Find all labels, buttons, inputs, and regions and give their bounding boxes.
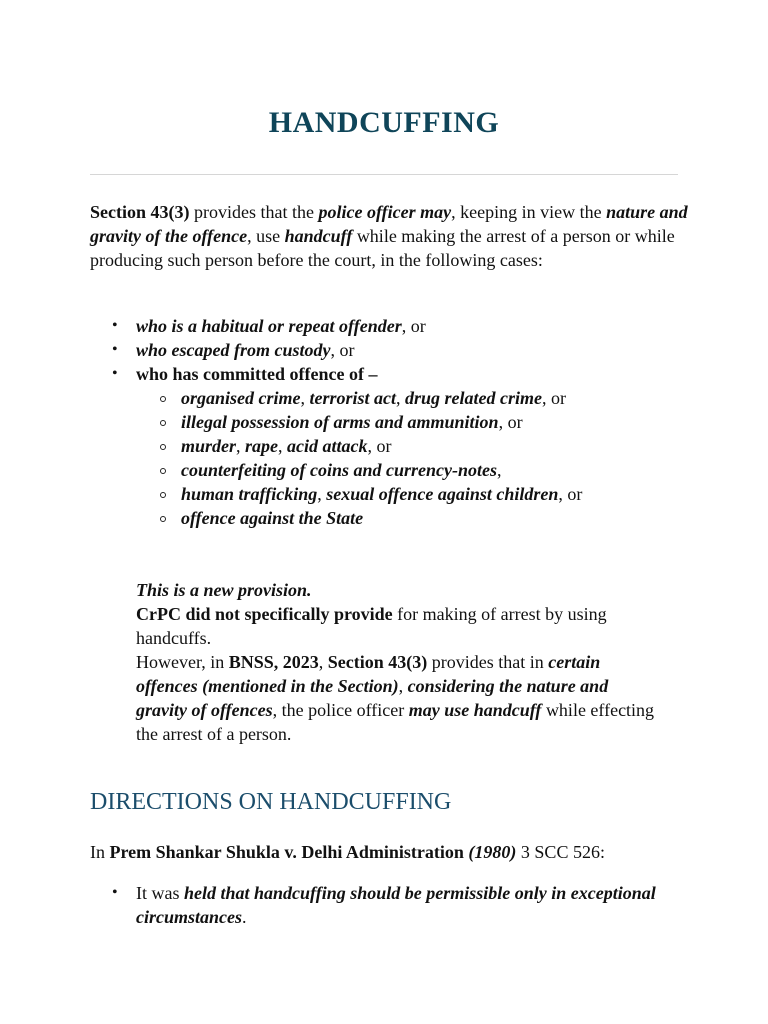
emphasis-handcuff: handcuff — [284, 226, 353, 246]
case-name: Prem Shankar Shukla v. Delhi Administration — [109, 842, 464, 862]
list-item — [90, 881, 710, 929]
offence-text: murder — [181, 436, 237, 456]
separator: , or — [542, 388, 567, 408]
section-ref: Section 43(3) — [90, 202, 190, 222]
divider — [90, 174, 678, 175]
note-text: while effecting the arrest of a person. — [136, 700, 655, 744]
note-text: However, in — [136, 652, 229, 672]
item-text: It was — [136, 883, 184, 903]
bnss-ref: BNSS, 2023 — [228, 652, 319, 672]
emphasis-police-officer: police officer may — [318, 202, 452, 222]
offence-text: acid attack — [287, 436, 368, 456]
offence-text: rape — [245, 436, 279, 456]
section-heading: DIRECTIONS ON HANDCUFFING — [90, 789, 452, 815]
separator: , — [236, 436, 246, 456]
list-item — [90, 314, 710, 338]
citation-text: In — [90, 842, 110, 862]
case-citation — [90, 840, 710, 864]
crpc-text: CrPC did not specifically provide — [136, 604, 393, 624]
note-text: , — [318, 652, 328, 672]
separator: , — [497, 460, 502, 480]
note-text: for making of arrest by using handcuffs. — [136, 604, 607, 648]
list-item — [90, 338, 710, 362]
sub-list-item — [136, 482, 710, 506]
page-title: HANDCUFFING — [268, 106, 500, 139]
sub-list-item — [136, 410, 710, 434]
note-emphasis: certain offences (mentioned in the Section) — [136, 652, 601, 696]
separator: , — [278, 436, 288, 456]
intro-text: , keeping in view the — [451, 202, 607, 222]
separator: , — [300, 388, 310, 408]
case-suffix: , or — [401, 316, 426, 336]
cases-list — [90, 314, 710, 530]
new-provision-note — [136, 578, 656, 746]
note-text: , — [398, 676, 408, 696]
offence-text: sexual offence against children — [326, 484, 559, 504]
offence-text: offence against the State — [181, 508, 364, 528]
offence-sublist — [136, 386, 710, 530]
separator: , — [396, 388, 406, 408]
new-provision-label: This is a new provision. — [136, 580, 312, 600]
sub-list-item — [136, 434, 710, 458]
list-item — [90, 362, 710, 530]
emphasis-nature-gravity: nature and gravity of the offence — [90, 202, 688, 246]
case-text: who has committed offence of – — [136, 364, 378, 384]
directions-list — [90, 881, 710, 929]
sub-list-item — [136, 506, 710, 530]
intro-paragraph — [90, 200, 690, 272]
offence-text: organised crime — [181, 388, 301, 408]
offence-text: terrorist act — [309, 388, 397, 408]
item-emphasis: held that handcuffing should be permissible only in exceptional circumstances — [136, 883, 656, 927]
section-ref: Section 43(3) — [327, 652, 428, 672]
case-text: who is a habitual or repeat offender — [136, 316, 402, 336]
separator: , or — [498, 412, 523, 432]
sub-list-item — [136, 386, 710, 410]
separator: , or — [558, 484, 583, 504]
note-emphasis: may use handcuff — [408, 700, 542, 720]
intro-text: , use — [247, 226, 285, 246]
intro-text: provides that the — [189, 202, 319, 222]
offence-text: human trafficking — [181, 484, 318, 504]
case-year: (1980) — [468, 842, 517, 862]
offence-text: drug related crime — [405, 388, 543, 408]
offence-text: illegal possession of arms and ammunition — [181, 412, 499, 432]
note-text: , the police officer — [272, 700, 409, 720]
intro-text: while making the arrest of a person or while producing such person before the court, in the following cases: — [90, 226, 675, 270]
note-emphasis: considering the nature and gravity of offences — [136, 676, 609, 720]
offence-text: counterfeiting of coins and currency-notes — [181, 460, 498, 480]
case-suffix: , or — [330, 340, 355, 360]
item-text: . — [242, 907, 247, 927]
separator: , — [317, 484, 327, 504]
sub-list-item — [136, 458, 710, 482]
note-text: provides that in — [427, 652, 549, 672]
citation-text: 3 SCC 526: — [516, 842, 605, 862]
separator: , or — [367, 436, 392, 456]
case-text: who escaped from custody — [136, 340, 331, 360]
